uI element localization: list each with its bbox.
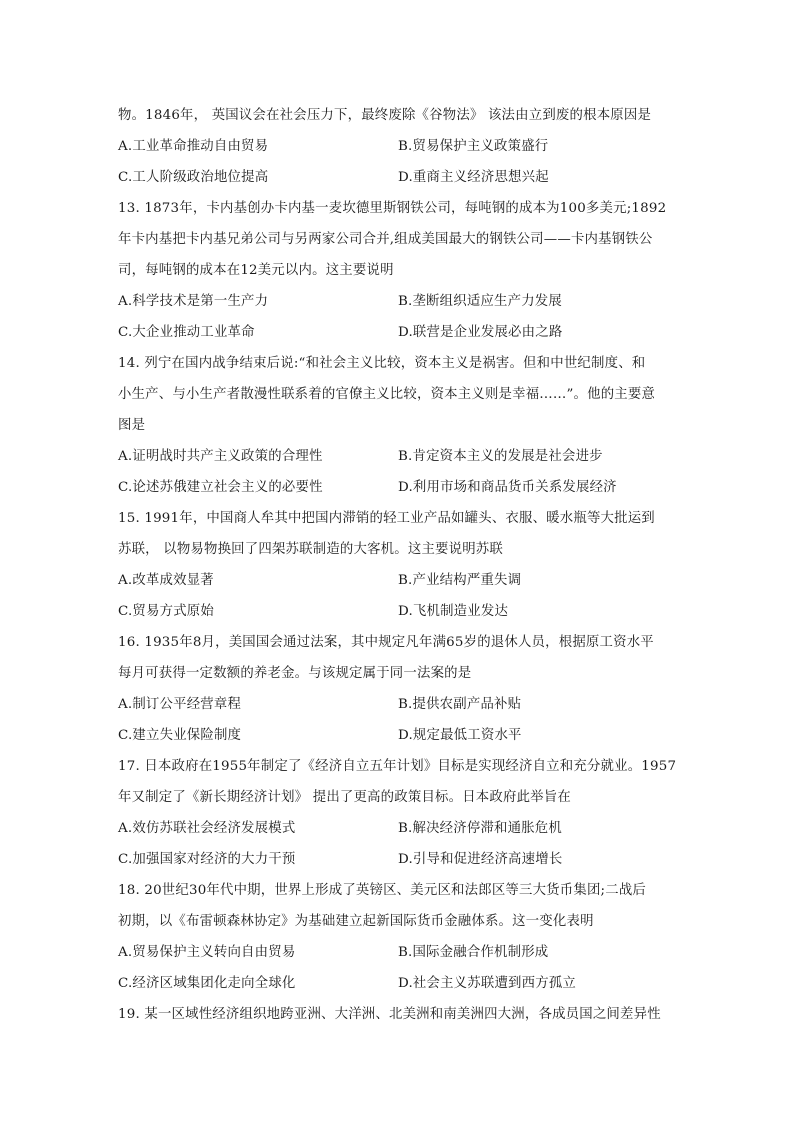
q12-option-c[interactable]: C.工人阶级政治地位提高 <box>118 170 269 185</box>
q13-options-row-1 <box>118 286 678 317</box>
q13-options-row-2 <box>118 317 678 348</box>
q15-option-a[interactable]: A.改革成效显著 <box>118 573 214 588</box>
q12-options-row-2 <box>118 162 678 193</box>
q16-options-row-1 <box>118 689 678 720</box>
q12-option-a[interactable]: A.工业革命推动自由贸易 <box>118 139 269 154</box>
q17-option-c[interactable]: C.加强国家对经济的大力干预 <box>118 852 296 867</box>
q18-option-b[interactable]: B.国际金融合作机制形成 <box>398 945 549 960</box>
q16-stem-line: 每月可获得一定数额的养老金。与该规定属于同一法案的是 <box>118 666 472 681</box>
q13-option-c[interactable]: C.大企业推动工业革命 <box>118 325 255 340</box>
q15-option-b[interactable]: B.产业结构严重失调 <box>398 573 522 588</box>
q14-stem-line: 14. 列宁在国内战争结束后说:“和社会主义比较，资本主义是祸害。但和中世纪制度、和 <box>118 356 646 371</box>
q15-options-row-1 <box>118 565 678 596</box>
q18-options-row-1 <box>118 937 678 968</box>
q14-option-b[interactable]: B.肯定资本主义的发展是社会进步 <box>398 449 603 464</box>
q19-stem-line: 19. 某一区域性经济组织地跨亚洲、大洋洲、北美洲和南美洲四大洲，各成员国之间差异性 <box>118 1007 661 1022</box>
q17-option-a[interactable]: A.效仿苏联社会经济发展模式 <box>118 821 296 836</box>
q18-options-row-2 <box>118 968 678 999</box>
q18-option-d[interactable]: D.社会主义苏联遭到西方孤立 <box>398 976 577 991</box>
q14-option-d[interactable]: D.利用市场和商品货币关系发展经济 <box>398 480 617 495</box>
q17-option-b[interactable]: B.解决经济停滞和通胀危机 <box>398 821 562 836</box>
q13-option-a[interactable]: A.科学技术是第一生产力 <box>118 294 269 309</box>
q13-stem-line: 司，每吨钢的成本在12美元以内。这主要说明 <box>118 263 394 278</box>
q12-text-line: 物。1846年， 英国议会在社会压力下，最终废除《谷物法》 该法由立到废的根本原因是 <box>118 108 652 123</box>
q14-options-row-2 <box>118 472 678 503</box>
q15-option-c[interactable]: C.贸易方式原始 <box>118 604 214 619</box>
q14-option-a[interactable]: A.证明战时共产主义政策的合理性 <box>118 449 323 464</box>
q18-stem-line: 18. 20世纪30年代中期，世界上形成了英镑区、美元区和法郎区等三大货币集团;二战后 <box>118 883 647 898</box>
q13-stem-line: 年卡内基把卡内基兄弟公司与另两家公司合并,组成美国最大的钢铁公司——卡内基钢铁公 <box>118 232 653 247</box>
q13-option-b[interactable]: B.垄断组织适应生产力发展 <box>398 294 562 309</box>
q12-option-d[interactable]: D.重商主义经济思想兴起 <box>398 170 549 185</box>
q16-option-d[interactable]: D.规定最低工资水平 <box>398 728 522 743</box>
q18-option-c[interactable]: C.经济区域集团化走向全球化 <box>118 976 296 991</box>
q15-option-d[interactable]: D.飞机制造业发达 <box>398 604 509 619</box>
q16-option-c[interactable]: C.建立失业保险制度 <box>118 728 242 743</box>
q13-option-d[interactable]: D.联营是企业发展必由之路 <box>398 325 563 340</box>
q15-stem-line: 15. 1991年，中国商人牟其中把国内滞销的轻工业产品如罐头、衣服、暖水瓶等大批运到 <box>118 511 655 526</box>
q17-option-d[interactable]: D.引导和促进经济高速增长 <box>398 852 563 867</box>
q14-stem-line: 图是 <box>118 418 146 433</box>
q16-option-b[interactable]: B.提供农副产品补贴 <box>398 697 522 712</box>
q17-options-row-1 <box>118 813 678 844</box>
q17-options-row-2 <box>118 844 678 875</box>
q15-stem-line: 苏联， 以物易物换回了四架苏联制造的大客机。这主要说明苏联 <box>118 542 503 557</box>
q14-option-c[interactable]: C.论述苏俄建立社会主义的必要性 <box>118 480 323 495</box>
q12-options-row-1 <box>118 131 678 162</box>
q18-stem-line: 初期，以《布雷顿森林协定》为基础建立起新国际货币金融体系。这一变化表明 <box>118 914 594 929</box>
q14-options-row-1 <box>118 441 678 472</box>
exam-page <box>118 100 678 1030</box>
q15-options-row-2 <box>118 596 678 627</box>
q18-option-a[interactable]: A.贸易保护主义转向自由贸易 <box>118 945 296 960</box>
q17-stem-line: 17. 日本政府在1955年制定了《经济自立五年计划》目标是实现经济自立和充分就业。1957 <box>118 759 677 774</box>
q16-stem-line: 16. 1935年8月，美国国会通过法案，其中规定凡年满65岁的退休人员，根据原工资水平 <box>118 635 654 650</box>
q13-stem-line: 13. 1873年，卡内基创办卡内基一麦坎德里斯钢铁公司，每吨钢的成本为100多美元;1892 <box>118 201 667 216</box>
q17-stem-line: 年又制定了《新长期经济计划》 提出了更高的政策目标。日本政府此举旨在 <box>118 790 571 805</box>
q14-stem-line: 小生产、与小生产者散漫性联系着的官僚主义比较，资本主义则是幸福……”。他的主要意 <box>118 387 656 402</box>
q16-option-a[interactable]: A.制订公平经营章程 <box>118 697 242 712</box>
q16-options-row-2 <box>118 720 678 751</box>
q12-option-b[interactable]: B.贸易保护主义政策盛行 <box>398 139 549 154</box>
